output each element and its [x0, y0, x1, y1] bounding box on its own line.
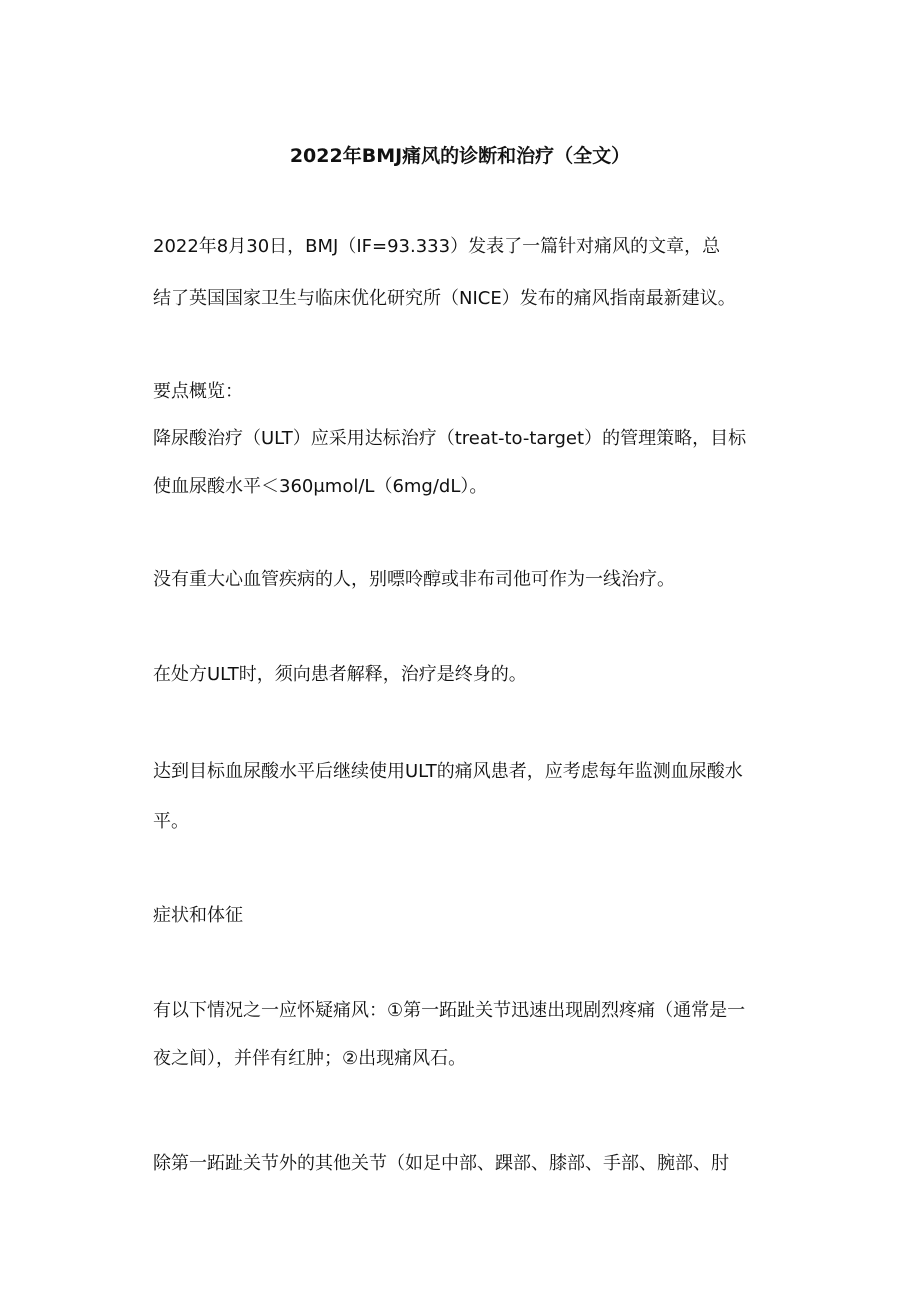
key-points-line-2: 使血尿酸水平＜360μmol/L（6mg/dL）。: [153, 476, 488, 497]
paragraph-intro-line-2: 结了英国国家卫生与临床优化研究所（NICE）发布的痛风指南最新建议。: [153, 288, 736, 309]
symptoms-heading: 症状和体征: [153, 905, 243, 926]
suspect-gout-line-2: 夜之间），并伴有红肿；②出现痛风石。: [153, 1048, 467, 1069]
key-points-line-1: 降尿酸治疗（ULT）应采用达标治疗（treat-to-target）的管理策略，目标: [153, 428, 747, 449]
key-points-heading: 要点概览：: [153, 381, 243, 402]
lifelong-treatment-paragraph: 在处方ULT时，须向患者解释，治疗是终身的。: [153, 664, 527, 685]
document-title: 2022年BMJ痛风的诊断和治疗（全文）: [289, 145, 631, 167]
annual-monitoring-line-1: 达到目标血尿酸水平后继续使用ULT的痛风患者，应考虑每年监测血尿酸水: [153, 761, 743, 782]
other-joints-line-1: 除第一跖趾关节外的其他关节（如足中部、踝部、膝部、手部、腕部、肘: [153, 1153, 729, 1174]
first-line-treatment-paragraph: 没有重大心血管疾病的人，别嘌呤醇或非布司他可作为一线治疗。: [153, 569, 675, 590]
suspect-gout-line-1: 有以下情况之一应怀疑痛风：①第一跖趾关节迅速出现剧烈疼痛（通常是一: [153, 1000, 746, 1021]
paragraph-intro-line-1: 2022年8月30日，BMJ（IF=93.333）发表了一篇针对痛风的文章，总: [153, 236, 721, 257]
annual-monitoring-line-2: 平。: [153, 811, 189, 832]
